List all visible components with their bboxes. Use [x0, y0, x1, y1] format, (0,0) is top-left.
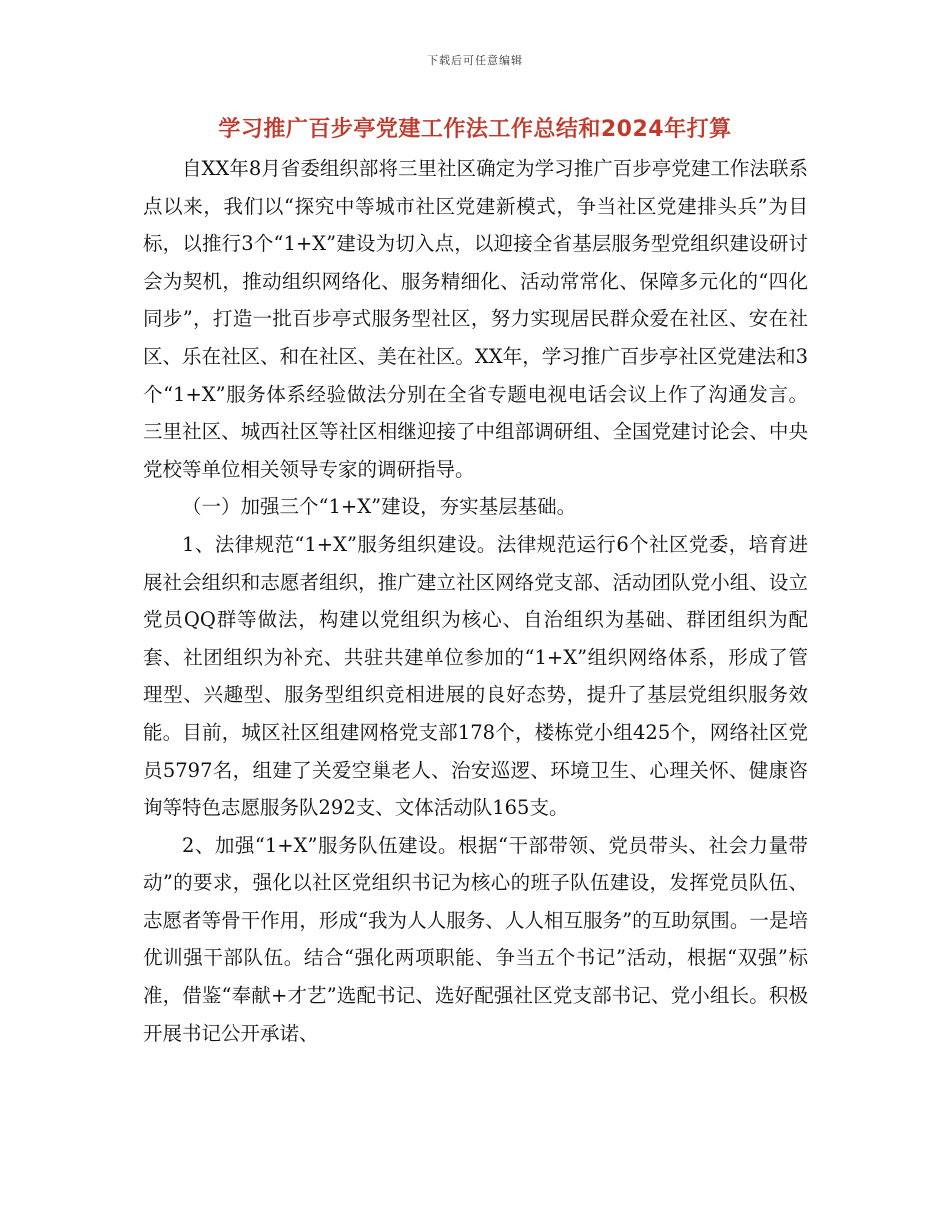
paragraph-item-2: 2、加强“1+X”服务队伍建设。根据“干部带领、党员带头、社会力量带动”的要求，强化以社区党组织书记为核心的班子队伍建设，发挥党员队伍、志愿者等骨干作用，形成“我为人人服务、人人相互服务”的互助氛围。一是培优训强干部队伍。结合“强化两项职能、争当五个书记”活动，根据“双强”标准，借鉴“奉献+才艺”选配书记、选好配强社区党支部书记、党小组长。积极开展书记公开承诺、: [143, 833, 808, 1045]
paragraph-item-1: 1、法律规范“1+X”服务组织建设。法律规范运行6个社区党委，培育进展社会组织和志愿者组织，推广建立社区网络党支部、活动团队党小组、设立党员QQ群等做法，构建以党组织为核心、自治组织为基础、群团组织为配套、社团组织为补充、共驻共建单位参加的“1+X”组织网络体系，形成了管理型、兴趣型、服务型组织竞相进展的良好态势，提升了基层党组织服务效能。目前，城区社区组建网格党支部178个，楼栋党小组425个，网络社区党员5797名，组建了关爱空巢老人、治安巡逻、环境卫生、心理关怀、健康咨询等特色志愿服务队292支、文体活动队165支。: [143, 532, 808, 820]
section-heading: （一）加强三个“1+X”建设，夯实基层基础。: [182, 495, 577, 519]
header-note: 下载后可任意编辑: [427, 54, 523, 67]
document-body: [143, 150, 808, 1052]
document-title: 学习推广百步亭党建工作法工作总结和2024年打算: [218, 117, 732, 142]
paragraph-intro: 自XX年8月省委组织部将三里社区确定为学习推广百步亭党建工作法联系点以来，我们以“探究中等城市社区党建新模式，争当社区党建排头兵”为目标，以推行3个“1+X”建设为切入点，以迎接全省基层服务型党组织建设研讨会为契机，推动组织网络化、服务精细化、活动常常化、保障多元化的“四化同步”，打造一批百步亭式服务型社区，努力实现居民群众爱在社区、安在社区、乐在社区、和在社区、美在社区。XX年，学习推广百步亭社区党建法和3个“1+X”服务体系经验做法分别在全省专题电视电话会议上作了沟通发言。三里社区、城西社区等社区相继迎接了中组部调研组、全国党建讨论会、中央党校等单位相关领导专家的调研指导。: [143, 157, 808, 481]
